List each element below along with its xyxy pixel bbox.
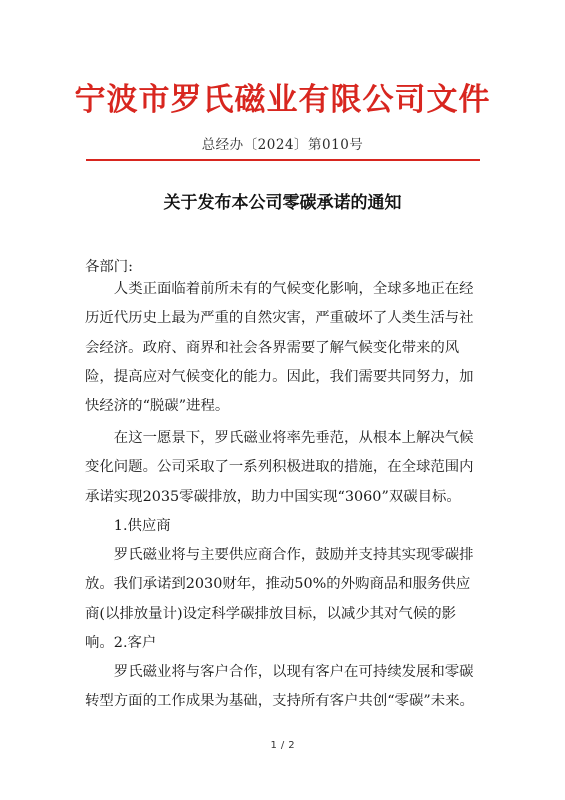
document-number: 总经办〔2024〕第010号 [201,137,364,153]
section-heading-suppliers: 1.供应商 [113,518,171,534]
company-masthead: 宁波市罗氏磁业有限公司文件 [74,82,491,118]
section-text-suppliers: 罗氏磁业将与主要供应商合作，鼓励并支持其实现零碳排放。我们承诺到2030财年，推动50%的外购商品和服务供应商(以排放量计)设定科学碳排放目标，以减少其对气候的影响。 [85,547,474,651]
page-separator: / [280,740,285,751]
section-text-customers: 罗氏磁业将与客户合作，以现有客户在可持续发展和零碳转型方面的工作成果为基础，支持所有客户共创“零碳”未来。 [85,664,474,710]
page-indicator [0,740,565,751]
salutation: 各部门: [85,259,134,275]
notice-title: 关于发布本公司零碳承诺的通知 [163,193,402,213]
paragraph-intro: 人类正面临着前所未有的气候变化影响，全球多地正在经历近代历史上最为严重的自然灾害，严重破坏了人类生活与社会经济。政府、商界和社会各界需要了解气候变化带来的风险，提高应对气候变化的能力。因此，我们需要共同努力，加快经济的“脱碳”进程。 [85,281,474,415]
current-page: 1 [270,740,277,751]
paragraph-vision: 在这一愿景下，罗氏磁业将率先垂范，从根本上解决气候变化问题。公司采取了一系列积极进取的措施，在全球范围内承诺实现2035零碳排放，助力中国实现“3060”双碳目标。 [85,430,474,505]
total-pages: 2 [288,740,295,751]
section-heading-customers: 2.客户 [113,635,157,651]
red-divider-line [86,159,480,161]
